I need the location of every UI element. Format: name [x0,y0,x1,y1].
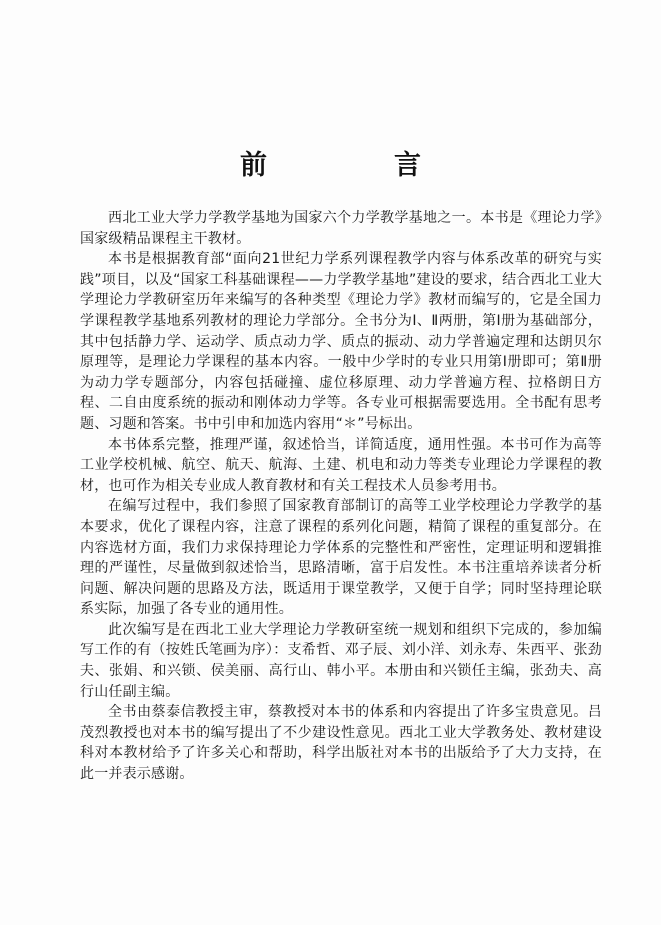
paragraph: 在编写过程中，我们参照了国家教育部制订的高等工业学校理论力学教学的基本要求，优化了课程内容，注意了课程的系列化问题，精简了课程的重复部分。在内容选材方面，我们力求保持理论力学体系的完整性和严密性，定理证明和逻辑推理的严谨性，尽量做到叙述恰当，思路清晰，富于启发性。本书注重培养读者分析问题、解决问题的思路及方法，既适用于课堂教学，又便于自学；同时坚持理论联系实际，加强了各专业的通用性。 [80,498,602,618]
paragraph: 此次编写是在西北工业大学理论力学教研室统一规划和组织下完成的，参加编写工作的有（按姓氏笔画为序）：支希哲、邓子辰、刘小洋、刘永寿、朱西平、张劲夫、张娟、和兴锁、侯美丽、高行山、韩小平。本册由和兴锁任主编，张劲夫、高行山任副主编。 [80,621,602,700]
paragraph: 西北工业大学力学教学基地为国家六个力学教学基地之一。本书是《理论力学》国家级精品课程主干教材。 [80,210,602,247]
paragraph: 全书由蔡泰信教授主审，蔡教授对本书的体系和内容提出了许多宝贵意见。吕茂烈教授也对本书的编写提出了不少建设性意见。西北工业大学教务处、教材建设科对本教材给予了许多关心和帮助，科学出版社对本书的出版给予了大力支持，在此一并表示感谢。 [80,704,602,783]
paragraph: 本书体系完整，推理严谨，叙述恰当，详简适度，通用性强。本书可作为高等工业学校机械、航空、航天、航海、土建、机电和动力等类专业理论力学课程的教材，也可作为相关专业成人教育教材和有关工程技术人员参考用书。 [80,436,602,494]
page-title: 前 言 [240,150,471,181]
paragraph: 本书是根据教育部“面向21世纪力学系列课程教学内容与体系改革的研究与实践”项目，以及“国家工科基础课程——力学教学基地”建设的要求，结合西北工业大学理论力学教研室历年来编写的各种类型《理论力学》教材而编写的，它是全国力学课程教学基地系列教材的理论力学部分。全书分为Ⅰ、Ⅱ两册，第Ⅰ册为基础部分，其中包括静力学、运动学、质点动力学、质点的振动、动力学普遍定理和达朗贝尔原理等，是理论力学课程的基本内容。一般中少学时的专业只用第Ⅰ册即可；第Ⅱ册为动力学专题部分，内容包括碰撞、虚位移原理、动力学普遍方程、拉格朗日方程、二自由度系统的振动和刚体动力学等。各专业可根据需要选用。全书配有思考题、习题和答案。书中引申和加选内容用“＊”号标出。 [80,251,602,432]
preface-body [80,208,602,785]
